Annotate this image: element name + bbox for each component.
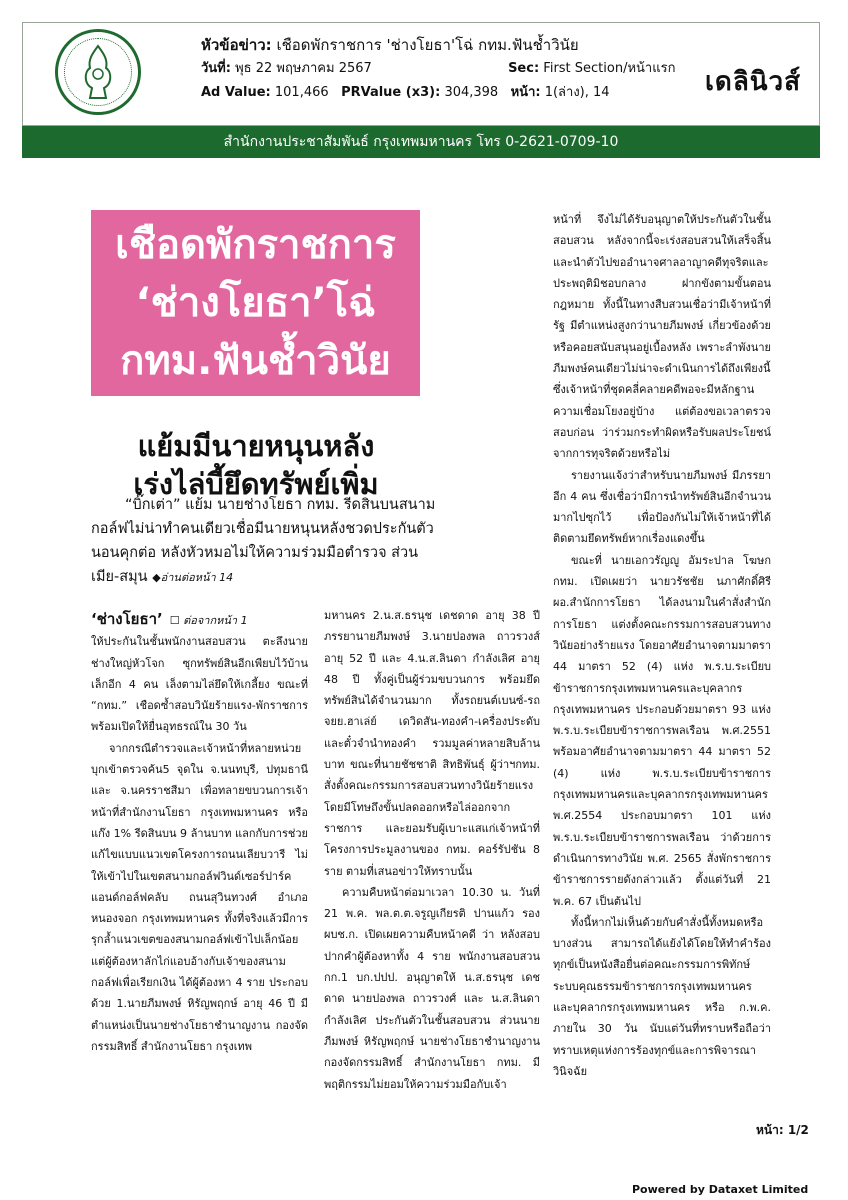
date-label: วันที่: bbox=[201, 61, 231, 76]
deck-text: “บิ๊กเต่า” แย้ม นายช่างโยธา กทม. รีดสินบนสนามกอล์ฟไม่น่าทำคนเดียวเชื่อมีนายหนุนหลังชวดประกันตัวนอนคุกต่อ หลังหัวหมอไม่ให้ความร่วมมือตำรวจ ส่วนเมีย-สมุน bbox=[91, 497, 436, 585]
agency-bar: สำนักงานประชาสัมพันธ์ กรุงเทพมหานคร โทร 0-2621-0709-10 bbox=[22, 126, 820, 158]
paragraph: มหานคร 2.น.ส.ธรนุช เดชดาด อายุ 38 ปี ภรรยานายภีมพงษ์ 3.นายปองพล ถาวรวงส์ อายุ 52 ปี และ 4.น.ส.ลินดา กำลังเลิศ อายุ 48 ปี ทั้งคู่เป็นผู้ร่วมขบวนการ พร้อมยึดทรัพย์สินได้จำนวนมาก ทั้งรถยนต์เบนซ์-รถ จยย.ฮาเล่ย์ เดวิดสัน-ทองคำ-เครื่องประดับและตั๋วจำนำทองคำ รวมมูลค่าหลายสิบล้านบาท ขณะที่นายชัชชาติ สิทธิพันธุ์ ผู้ว่าฯกทม. สั่งตั้งคณะกรรมการสอบสวนทางวินัยร้ายแรง โดยมีโทษถึงขั้นปลดออกหรือไล่ออกจากราชการ และยอมรับผู้เบาะแสแก่เจ้าหน้าที่โครงการประมูลงานของ กทม. คอร์รัปชัน 8 ราย ตามที่เสนอข่าวให้ทราบนั้น bbox=[324, 609, 540, 878]
news-article bbox=[85, 205, 830, 1105]
page-number: หน้า: 1/2 bbox=[756, 1123, 809, 1137]
pr-value: 304,398 bbox=[444, 85, 499, 100]
continuation-tag: ‘ช่างโยธา’ bbox=[91, 610, 163, 628]
article-column-2 bbox=[324, 605, 540, 1095]
main-headline bbox=[91, 210, 420, 396]
sub-headline bbox=[91, 427, 421, 503]
article-column-1 bbox=[91, 609, 308, 1057]
sec-value: First Section/หน้าแรก bbox=[543, 61, 676, 76]
paragraph: ขณะที่ นายเอกวรัญญู อัมระปาล โฆษก กทม. เปิดเผยว่า นายวรัชชัย นภาศักดิ์ศิรี ผอ.สำนักการโยธา ได้ลงนามในคำสั่งสำนักการโยธา แต่งตั้งคณะกรรมการสอบสวนทางวินัยอย่างร้ายแรง โดยอาศัยอำนาจตามมาตรา 44 มาตรา 52 (4) แห่ง พ.ร.บ.ระเบียบข้าราชการกรุงเทพมหานครและบุคลากรกรุงเทพมหานคร ประกอบด้วยมาตรา 93 แห่ง พ.ร.บ.ระเบียบข้าราชการพลเรือน พ.ศ.2551 พร้อมอาศัยอำนาจตามมาตรา 44 มาตรา 52 (4) แห่ง พ.ร.บ.ระเบียบข้าราชการกรุงเทพมหานครและบุคลากรกรุงเทพมหานคร พ.ศ.2554 ประกอบมาตรา 101 แห่ง พ.ร.บ.ระเบียบข้าราชการพลเรือน ว่าด้วยการดำเนินการทางวินัย พ.ศ. 2565 สั่งพักราชการข้าราชการรายดังกล่าวแล้ว ตั้งแต่วันที่ 21 พ.ค. 67 เป็นต้นไป bbox=[553, 553, 771, 908]
newspaper-brand: เดลินิวส์ bbox=[705, 67, 801, 97]
page-value: 1(ล่าง), 14 bbox=[544, 85, 610, 100]
page-label: หน้า: bbox=[510, 85, 541, 100]
sub-headline-line: เร่งไล่บี้ยึดทรัพย์เพิ่ม bbox=[133, 467, 379, 501]
paragraph: ทั้งนี้หากไม่เห็นด้วยกับคำสั่งนี้ทั้งหมดหรือบางส่วน สามารถได้แย้งได้โดยให้ทำคำร้องทุกข์เป็นหนังสือยื่นต่อคณะกรรมการพิทักษ์ระบบคุณธรรมข้าราชการกรุงเทพมหานคร และบุคลากรกรุงเทพมหานคร หรือ ก.พ.ค. ภายใน 30 วัน นับแต่วันที่ทราบหรือถือว่าทราบเหตุแห่งการร้องทุกข์และการพิจารณาวินิจฉัย bbox=[553, 915, 771, 1078]
paragraph: ความคืบหน้าต่อมาเวลา 10.30 น. วันที่ 21 พ.ค. พล.ต.ต.จรูญเกียรติ ปานแก้ว รอง ผบช.ก. เปิดเผยความคืบหน้าคดี ว่า หลังสอบปากคำผู้ต้องหาทั้ง 4 ราย พนักงานสอบสวน กก.1 บก.ปปป. อนุญาตให้ น.ส.ธรนุช เดชดาด นายปองพล ถาวรวงศ์ และ น.ส.ลินดา กำลังเลิศ ประกันตัวในชั้นสอบสวน ส่วนนายภีมพงษ์ หิรัญพฤกษ์ นายช่างโยธาชำนาญงาน กองจัดกรรมสิทธิ์ สำนักงานโยธา กทม. มีพฤติกรรมไม่ยอมให้ความร่วมมือกับเจ้า bbox=[324, 885, 540, 1091]
pr-value-label: PRValue (x3): bbox=[341, 85, 441, 100]
sub-headline-line: แย้มมีนายหนุนหลัง bbox=[137, 429, 375, 463]
paragraph: จากกรณีตำรวจและเจ้าหน้าที่หลายหน่วย บุกเข้าตรวจค้น5 จุดใน จ.นนทบุรี, ปทุมธานี และ จ.นครราชสีมา เพื่อทลายขบวนการเจ้าหน้าที่สำนักงานโยธา กรุงเทพมหานคร หรือแก๊ง 1% รีดสินบน 9 ล้านบาท แลกกับการช่วยแก้ไขแบบแนวเขตโครงการถนนเลียบวารี ไม่ให้เข้าไปในเขตสนามกอล์ฟวินด์เซอร์ปาร์ค แอนด์กอล์ฟคลับ ถนนสุวินทวงศ์ อำเภอหนองจอก กรุงเทพมหานคร ทั้งที่จริงแล้วมีการรุกล้ำแนวเขตของสนามกอล์ฟเข้าไปเล็กน้อย แต่ผู้ต้องหาลักไก่แอบอ้างกับเจ้าของสนามกอล์ฟเพื่อเรียกเงิน ได้ผู้ต้องหา 4 ราย ประกอบด้วย 1.นายภีมพงษ์ หิรัญพฤกษ์ อายุ 46 ปี มีตำแหน่งเป็นนายช่างโยธาชำนาญงาน กองจัดกรรมสิทธิ์ สำนักงานโยธา กรุงเทพ bbox=[91, 741, 308, 1053]
main-headline-line: ‘ช่างโยธา’โฉ่ bbox=[135, 280, 376, 326]
clipping-meta bbox=[201, 33, 675, 105]
bangkok-city-seal-icon bbox=[55, 29, 141, 115]
ad-value: 101,466 bbox=[274, 85, 329, 100]
date-value: พุธ 22 พฤษภาคม 2567 bbox=[235, 61, 372, 76]
headline-value: เชือดพักราชการ 'ช่างโยธา'โฉ่ กทม.ฟันช้ำวินัย bbox=[276, 36, 579, 54]
headline-label: หัวข้อข่าว: bbox=[201, 36, 272, 54]
article-column-3 bbox=[553, 209, 771, 1082]
main-headline-line: เชือดพักราชการ bbox=[115, 222, 396, 268]
paragraph: หน้าที่ จึงไม่ได้รับอนุญาตให้ประกันตัวในชั้นสอบสวน หลังจากนี้จะเร่งสอบสวนให้เสร็จสิ้น และนำตัวไปขออำนาจศาลอาญาคดีทุจริตและประพฤติมิชอบกลาง ฝากขังตามขั้นตอนกฎหมาย ทั้งนี้ในทางสืบสวนเชื่อว่ามีเจ้าหน้าที่รัฐ มีตำแหน่งสูงกว่านายภีมพงษ์ เกี่ยวข้องด้วยหรือคอยสนับสนุนอยู่เบื้องหลัง เพราะลำพังนายภีมพงษ์คนเดียวไม่น่าจะดำเนินการได้ถึงเพียงนี้ ซึ่งเจ้าหน้าที่ชุดคลี่คลายคดีพอจะมีหลักฐานความเชื่อมโยงอยู่บ้าง แต่ต้องขอเวลาตรวจสอบก่อน ว่าร่วมกระทำผิดหรือรับผลประโยชน์จากการทุจริตด้วยหรือไม่ bbox=[553, 213, 771, 461]
article-deck bbox=[91, 493, 446, 590]
paragraph: รายงานแจ้งว่าสำหรับนายภีมพงษ์ มีภรรยาอีก 4 คน ซึ่งเชื่อว่ามีการนำทรัพย์สินอีกจำนวนมากไปซุกไว้ เพื่อป้องกันไม่ให้เจ้าหน้าที่ได้ติดตามยึดทรัพย์หากเรื่องแดงขึ้น bbox=[553, 468, 771, 546]
sec-label: Sec: bbox=[508, 61, 540, 76]
ad-value-label: Ad Value: bbox=[201, 85, 271, 100]
main-headline-line: กทม.ฟันช้ำวินัย bbox=[120, 338, 391, 384]
continued-from-note: ☐ ต่อจากหน้า 1 bbox=[169, 614, 248, 627]
continued-note: ◆อ่านต่อหน้า 14 bbox=[152, 571, 234, 584]
powered-by: Powered by Dataxet Limited bbox=[632, 1183, 809, 1196]
paragraph: ให้ประกันในชั้นพนักงานสอบสวน ตะลึงนายช่างใหญ่หัวโจก ซุกทรัพย์สินอีกเพียบไว้บ้านเล็กอีก 4 คน เล็งตามไล่ยึดให้เกลี้ยง ขณะที่ “กทม.” เชือดซ้ำสอบวินัยร้ายแรง-พักราชการ พร้อมเปิดให้ยื่นอุทธรณ์ใน 30 วัน bbox=[91, 635, 308, 734]
clipping-header bbox=[22, 22, 820, 126]
